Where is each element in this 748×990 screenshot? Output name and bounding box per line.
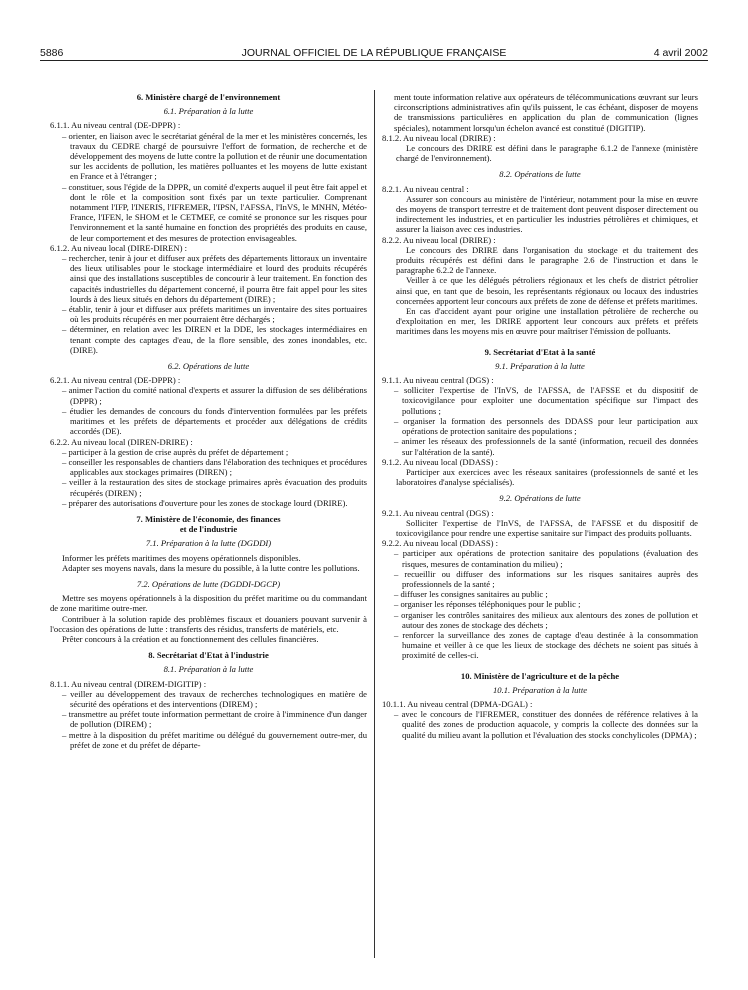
list-item: – rechercher, tenir à jour et diffuser aux préfets des départements littoraux un inventaire des lieux utilisables pour le stockage intermédiaire et lourd des produits récupérés ainsi que des installations susceptibles de concourir à leur traitement. En fonction des capacités industrielles du département concerné, il pourra être fait appel pour les sites lourds à des lieux situés en dehors du département (DIRE) ;: [62, 253, 367, 304]
subsection-title: 8.1. Préparation à la lutte: [163, 664, 254, 675]
list-item: – veiller au développement des travaux de recherches technologiques en matière de sécurité des opérations et des interventions (DIREM) ;: [62, 688, 367, 709]
paragraph-heading: 10.1.1. Au niveau central (DPMA-DGAL) :: [382, 698, 533, 709]
body-paragraph: Prêter concours à la création et au fonctionnement des cellules financières.: [62, 633, 319, 644]
body-paragraph: Solliciter l'expertise de l'InVS, de l'AFSSA, de l'AFSSE et du dispositif de toxicovigilance pour rendre une expertise sanitaire sur l'impact des produits polluants.: [396, 517, 698, 538]
paragraph-heading: 6.2.1. Au niveau central (DE-DPPR) :: [50, 375, 181, 386]
list-item: – transmettre au préfet toute information permettant de croire à l'imminence d'un danger de pollution (DIREM) ;: [62, 709, 367, 730]
body-paragraph: En cas d'accident ayant pour origine une installation pétrolière de recherche ou d'exploitation en mer, les DRIRE apportent leur concours aux préfets et préfets maritimes dans les moyens mis en œuvre pour maîtriser l'émission de polluants.: [396, 306, 698, 337]
page-number: 5886: [40, 47, 64, 59]
list-item: – constituer, sous l'égide de la DPPR, un comité d'experts auquel il peut être fait appel et dont le rôle et la composition sont fixés par un texte particulier. Comprenant notamment l'IFP, l'INERIS, l'IFREMER, l'IPSN, l'AFSSA, l'InVS, le MNHN, Météo-France, l'IFEN, le SHOM et le CETMEF, ce comité se prononce sur les risques pour l'environnement et la santé humaine en fonction des propriétés des produits en cause, de leur comportement et des mesures de protection envisageables.: [62, 181, 367, 243]
paragraph-heading: 9.2.1. Au niveau central (DGS) :: [382, 507, 494, 518]
list-item: – orienter, en liaison avec le secrétariat général de la mer et les ministères concernés, les travaux du CEDRE chargé de poursuivre l'effort de formation, de recherche et de développement des moyens de lutte contre la pollution et de réunir une documentation sur les accidents de pollution, les matières polluantes et les moyens de lutte existant en France et à l'étranger ;: [62, 130, 367, 182]
list-item: – animer les réseaux des professionnels de la santé (information, recueil des données sur l'altération de la santé).: [394, 436, 698, 457]
paragraph-heading: 8.2.1. Au niveau central :: [382, 183, 469, 194]
list-item: – organiser les contrôles sanitaires des milieux aux alentours des zones de pollution et autour des zones de stockage des déchets ;: [394, 609, 698, 630]
paragraph-heading: 9.1.1. Au niveau central (DGS) :: [382, 375, 494, 386]
list-item: – diffuser les consignes sanitaires au public ;: [394, 589, 548, 600]
body-paragraph: Veiller à ce que les délégués pétroliers régionaux et les chefs de district pétrolier ainsi que, en tant que de besoin, les représentants régionaux ou locaux des industries concernées apportent leur concours aux préfets de zone de défense et préfets maritimes.: [396, 275, 698, 306]
body-paragraph: Adapter ses moyens navals, dans la mesure du possible, à la lutte contre les pollutions.: [62, 562, 360, 573]
list-item: – animer l'action du comité national d'experts et assurer la diffusion de ses délibérations (DPPR) ;: [62, 385, 367, 406]
paragraph-heading: 8.1.1. Au niveau central (DIREM-DIGITIP) :: [50, 678, 207, 689]
section-title: 7. Ministère de l'économie, des finances: [136, 513, 281, 524]
paragraph-heading: 8.2.2. Au niveau local (DRIRE) :: [382, 234, 496, 245]
paragraph-heading: 6.1.1. Au niveau central (DE-DPPR) :: [50, 120, 181, 131]
left-column: [50, 92, 367, 750]
subsection-title: 7.1. Préparation à la lutte (DGDDI): [145, 538, 272, 549]
list-item: – déterminer, en relation avec les DIREN et la DDE, les stockages intermédiaires en tenant compte des captages d'eau, de la flore sensible, des zones inondables, etc. (DIRE).: [62, 324, 367, 355]
list-item: – avec le concours de l'IFREMER, constituer des données de référence relatives à la qualité des zones de production aquacole, y compris la collecte des données sur la qualité du milieu avant la pollution et l'évaluation des stocks conchylicoles (DPMA) ;: [394, 709, 698, 740]
list-item: – participer à la gestion de crise auprès du préfet de département ;: [62, 446, 289, 457]
list-item: – recueillir ou diffuser des informations sur les risques sanitaires auprès des professionnels de la santé ;: [394, 568, 698, 589]
list-item: – mettre à la disposition du préfet maritime ou délégué du gouvernement outre-mer, du préfet de zone et du préfet de départe-: [62, 729, 367, 750]
list-item: – établir, tenir à jour et diffuser aux préfets maritimes un inventaire des sites portuaires où les produits récupérés en mer pourraient être déchargés ;: [62, 304, 367, 325]
list-item: – étudier les demandes de concours du fonds d'intervention formulées par les préfets maritimes et les préfets de départements et procéder aux délégations de crédits accordés (DE).: [62, 405, 367, 437]
body-paragraph: Assurer son concours au ministère de l'intérieur, notamment pour la mise en œuvre des moyens de transport terrestre et de traitement dont peuvent disposer directement ou indirectement les industries, et en particulier les industries pétrolières et chimiques, et assurer la liaison avec ces industries.: [396, 193, 698, 235]
section-title-line2: et de l'industrie: [179, 524, 238, 535]
continued-text: ment toute information relative aux opérateurs de télécommunications œuvrant sur leurs circonscriptions administratives afin qu'ils puissent, le cas échéant, disposer de moyens de transmissions particulières en application du plan de communication (lignes spéciales), notamment lorsqu'un échelon avancé est constitué (DIGITIP).: [394, 92, 698, 133]
list-item: – conseiller les responsables de chantiers dans l'élaboration des techniques et procédures applicables aux stockages primaires (DIREN) ;: [62, 456, 367, 478]
body-paragraph: Informer les préfets maritimes des moyens opérationnels disponibles.: [62, 552, 301, 563]
subsection-title: 7.2. Opérations de lutte (DGDDI-DGCP): [136, 578, 281, 589]
journal-title: JOURNAL OFFICIEL DE LA RÉPUBLIQUE FRANÇAISE: [241, 47, 507, 59]
subsection-title: 9.2. Opérations de lutte: [499, 493, 581, 504]
right-column: [382, 92, 698, 740]
section-title: 6. Ministère chargé de l'environnement: [136, 92, 281, 102]
subsection-title: 10.1. Préparation à la lutte: [492, 684, 588, 695]
section-title: 10. Ministère de l'agriculture et de la pêche: [460, 670, 620, 681]
body-paragraph: Le concours des DRIRE est défini dans le paragraphe 6.1.2 de l'annexe (ministère chargé de l'environnement).: [396, 143, 698, 164]
body-paragraph: Contribuer à la solution rapide des problèmes fiscaux et douaniers pouvant survenir à l'occasion des opérations de lutte : transferts des résidus, transferts de matériels, etc.: [50, 613, 367, 634]
paragraph-heading: 9.1.2. Au niveau local (DDASS) :: [382, 456, 499, 467]
page-header: [40, 44, 708, 61]
list-item: – préparer des autorisations d'ouverture pour les zones de stockage lourd (DRIRE).: [62, 497, 348, 508]
list-item: – participer aux opérations de protection sanitaire des populations (évaluation des risques, mesures de contamination du milieu) ;: [394, 548, 698, 569]
subsection-title: 6.1. Préparation à la lutte: [163, 106, 254, 117]
subsection-title: 8.2. Opérations de lutte: [499, 169, 581, 180]
body-paragraph: Mettre ses moyens opérationnels à la disposition du préfet maritime ou du commandant de zone maritime outre-mer.: [50, 593, 367, 614]
section-title: 8. Secrétariat d'Etat à l'industrie: [148, 650, 269, 661]
paragraph-heading: 6.2.2. Au niveau local (DIREN-DRIRE) :: [50, 436, 193, 447]
subsection-title: 6.2. Opérations de lutte: [167, 361, 250, 372]
body-paragraph: Participer aux exercices avec les réseaux sanitaires (professionnels de santé et les laboratoires d'analyse spécialisés).: [396, 466, 698, 488]
list-item: – organiser la formation des personnels des DDASS pour leur participation aux opérations de protection sanitaire des populations ;: [394, 415, 698, 437]
subsection-title: 9.1. Préparation à la lutte: [495, 360, 585, 371]
section-title: 9. Secrétariat d'Etat à la santé: [484, 346, 596, 357]
body-paragraph: Le concours des DRIRE dans l'organisation du stockage et du traitement des produits récupérés est défini dans le paragraphe 2.6 de l'instruction et dans le paragraphe 6.2.2 de l'annexe.: [396, 244, 698, 276]
paragraph-heading: 9.2.2. Au niveau local (DDASS) :: [382, 538, 499, 549]
column-divider: [374, 90, 375, 958]
list-item: – renforcer la surveillance des zones de captage d'eau destinée à la consommation humaine et veiller à ce que les lieux de stockage des déchets ne soient pas situés à proximité de celles-ci.: [394, 629, 698, 661]
list-item: – veiller à la restauration des sites de stockage primaires après évacuation des produits récupérés (DIREN) ;: [62, 477, 367, 498]
paragraph-heading: 8.1.2. Au niveau local (DRIRE) :: [382, 132, 496, 143]
list-item: – organiser les réponses téléphoniques pour le public ;: [394, 599, 581, 610]
issue-date: 4 avril 2002: [653, 47, 708, 59]
list-item: – solliciter l'expertise de l'InVS, de l'AFSSA, de l'AFSSE et du dispositif de toxicovigilance pour exploiter une documentation spécifique sur l'impact des pollutions ;: [394, 385, 698, 416]
paragraph-heading: 6.1.2. Au niveau local (DIRE-DIREN) :: [50, 242, 187, 253]
